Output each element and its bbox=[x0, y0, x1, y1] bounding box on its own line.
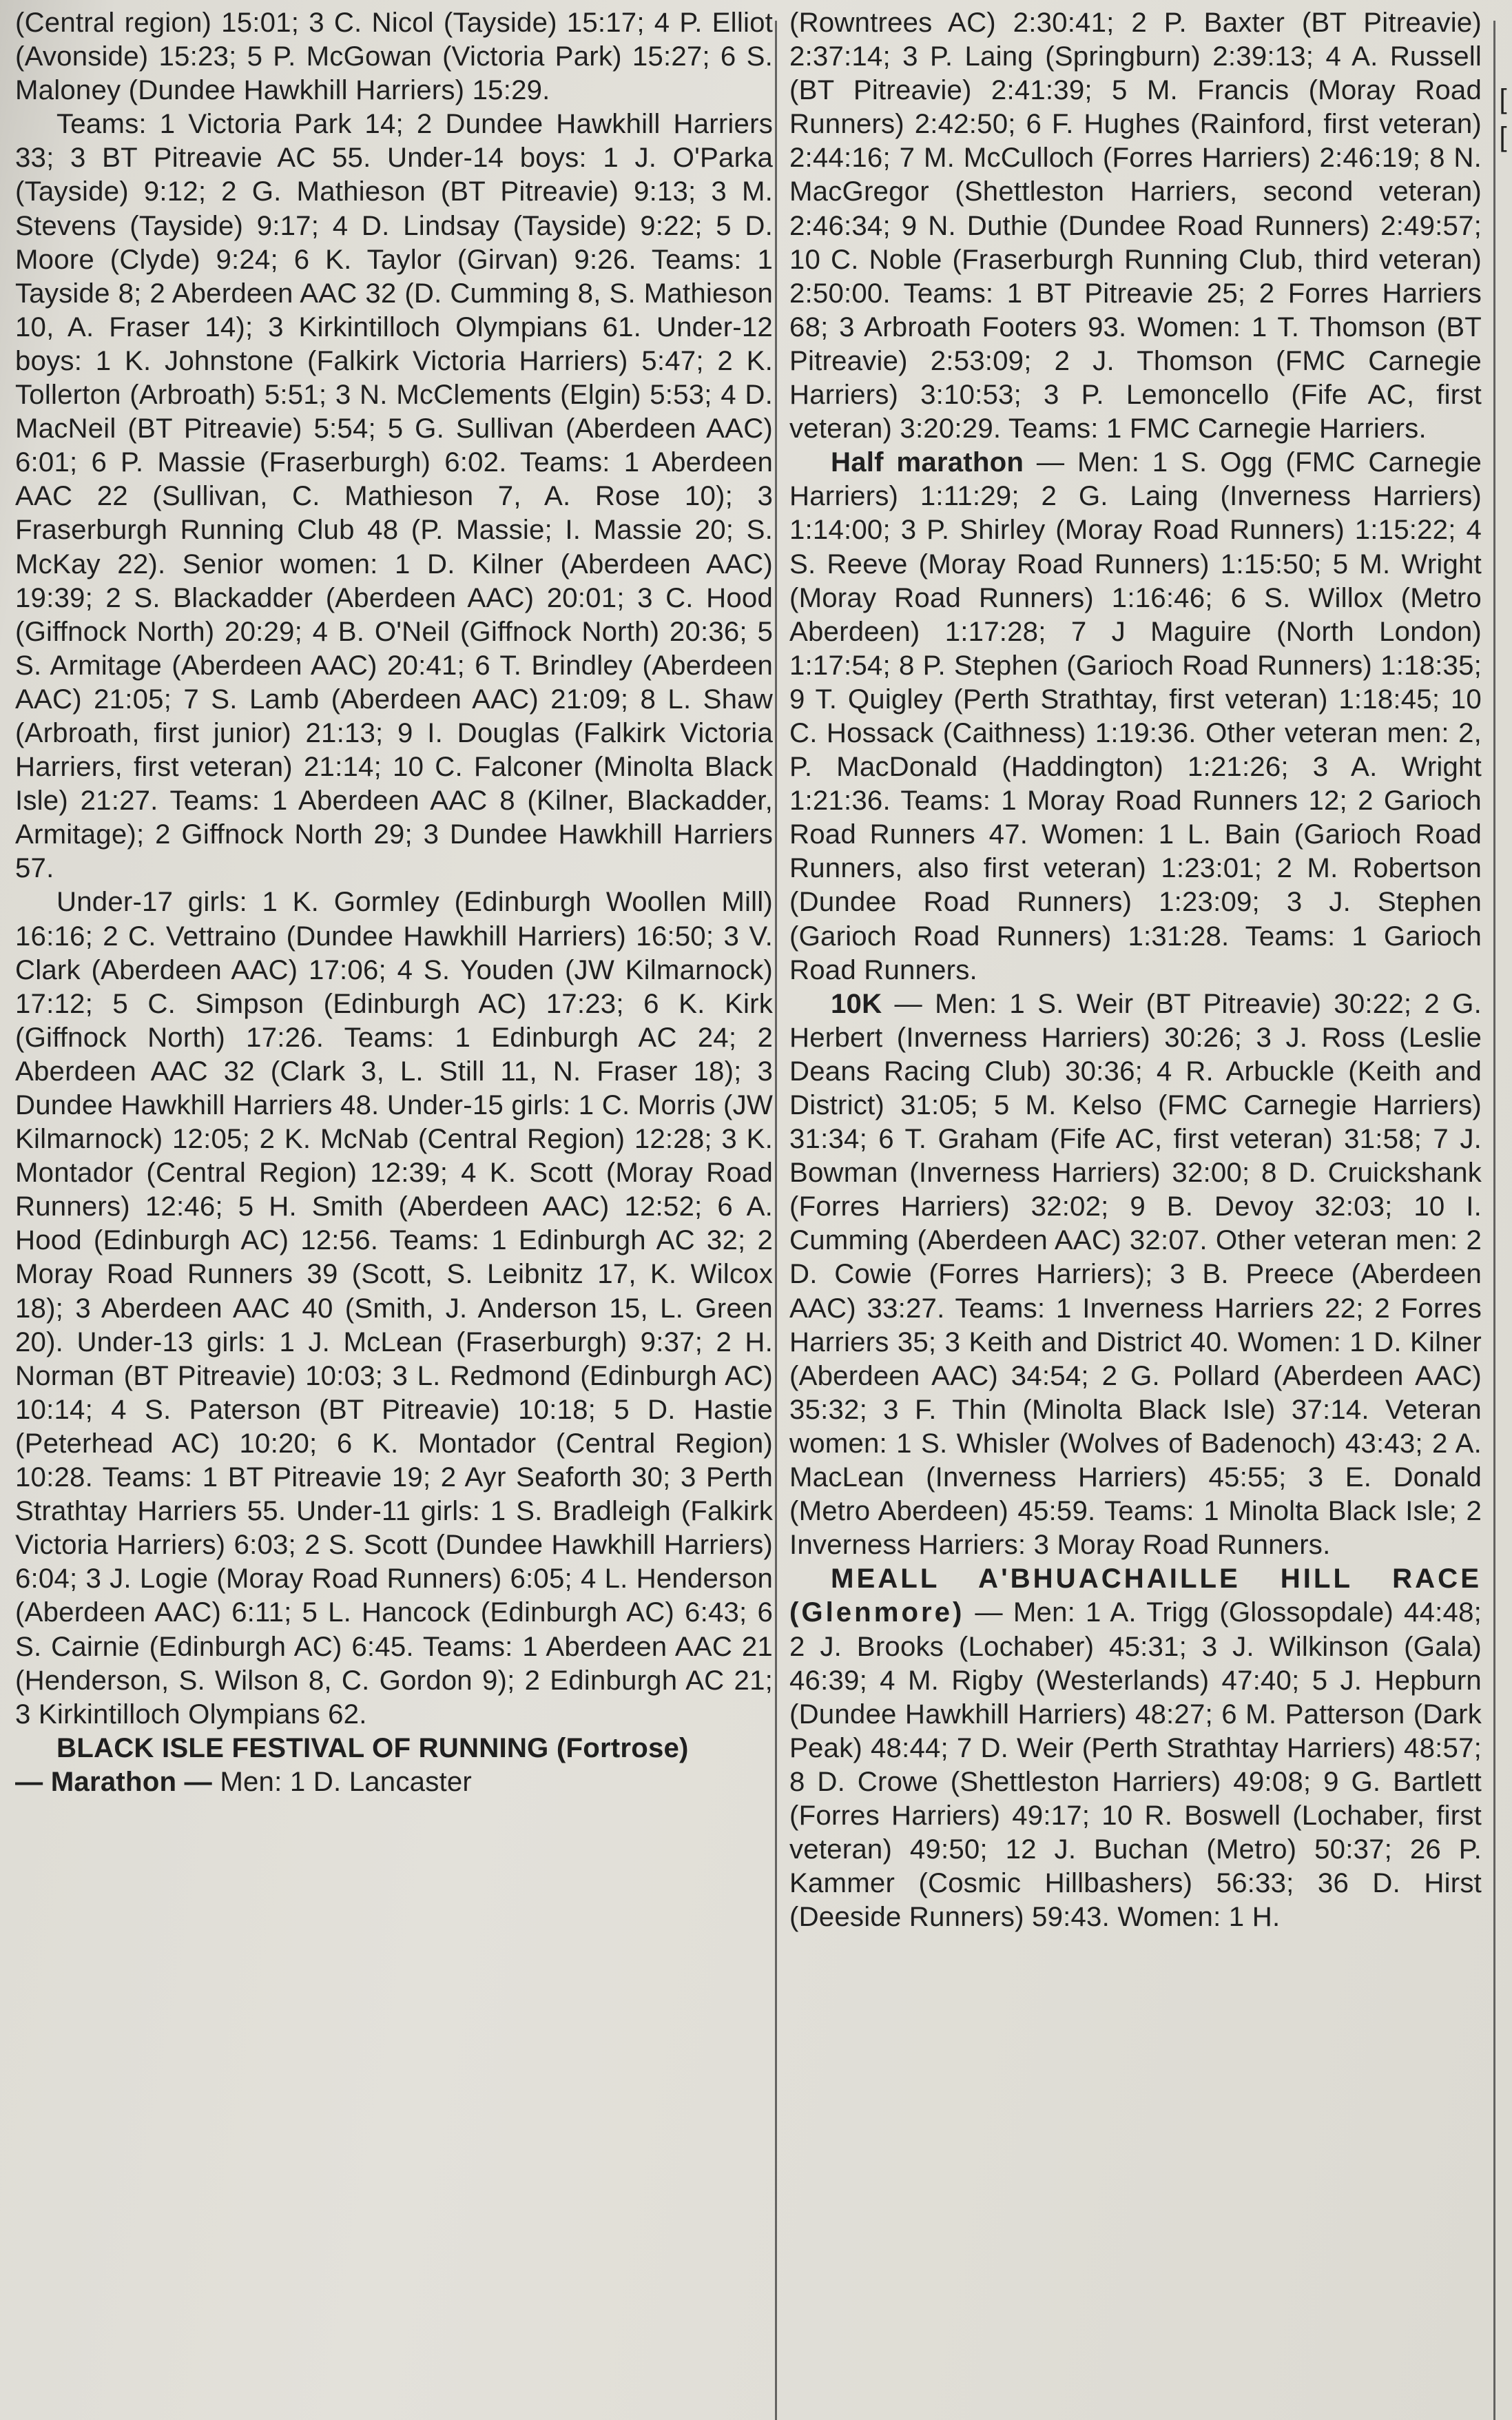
left-column bbox=[15, 6, 773, 2403]
black-isle-festival-heading: BLACK ISLE FESTIVAL OF RUNNING (Fortrose) bbox=[56, 1732, 689, 1763]
hill-race-results: — Men: 1 A. Trigg (Glossopdale) 44:48; 2 J. Brooks (Lochaber) 45:31; 3 J. Wilkinson (Gala) 46:39; 4 M. Rigby (Westerlands) 47:40; 5 J. Hepburn (Dundee Hawkhill Harriers) 48:27; 6 M. Patterson (Dark Peak) 48:44; 7 D. Weir (Perth Strathtay Harriers) 48:57; 8 D. Crowe (Shettleston Harriers) 49:08; 9 G. Bartlett (Forres Harriers) 49:17; 10 R. Boswell (Lochaber, first veteran) 49:50; 12 J. Buchan (Metro) 50:37; 26 P. Kammer (Cosmic Hillbashers) 56:33; 36 D. Hirst (Deeside Runners) 59:43. Women: 1 H. bbox=[789, 1597, 1482, 1933]
half-marathon-paragraph bbox=[789, 445, 1482, 987]
hill-race-paragraph bbox=[789, 1561, 1482, 1934]
teams-and-junior-results-paragraph: Teams: 1 Victoria Park 14; 2 Dundee Hawkhill Harriers 33; 3 BT Pitreavie AC 55. Under-14 boys: 1 J. O'Parka (Tayside) 9:12; 2 G. Mathieson (BT Pitreavie) 9:13; 3 M. Stevens (Tayside) 9:17; 4 D. Lindsay (Tayside) 9:22; 5 D. Moore (Clyde) 9:24; 6 K. Taylor (Girvan) 9:26. Teams: 1 Tayside 8; 2 Aberdeen AAC 32 (D. Cumming 8, S. Mathieson 10, A. Fraser 14); 3 Kirkintilloch Olympians 61. Under-12 boys: 1 K. Johnstone (Falkirk Victoria Harriers) 5:47; 2 K. Tollerton (Arbroath) 5:51; 3 N. McClements (Elgin) 5:53; 4 D. MacNeil (BT Pitreavie) 5:54; 5 G. Sullivan (Aberdeen AAC) 6:01; 6 P. Massie (Fraserburgh) 6:02. Teams: 1 Aberdeen AAC 22 (Sullivan, C. Mathieson 7, A. Rose 10); 3 Fraserburgh Running Club 48 (P. Massie; I. Massie 20; S. McKay 22). Senior women: 1 D. Kilner (Aberdeen AAC) 19:39; 2 S. Blackadder (Aberdeen AAC) 20:01; 3 C. Hood (Giffnock North) 20:29; 4 B. O'Neil (Giffnock North) 20:36; 5 S. Armitage (Aberdeen AAC) 20:41; 6 T. Brindley (Aberdeen AAC) 21:05; 7 S. Lamb (Aberdeen AAC) 21:09; 8 L. Shaw (Arbroath, first junior) 21:13; 9 I. Douglas (Falkirk Victoria Harriers, first veteran) 21:14; 10 C. Falconer (Minolta Black Isle) 21:27. Teams: 1 Aberdeen AAC 8 (Kilner, Blackadder, Armitage); 2 Giffnock North 29; 3 Dundee Hawkhill Harriers 57. bbox=[15, 108, 773, 884]
column-divider bbox=[775, 21, 777, 2420]
half-marathon-results: — Men: 1 S. Ogg (FMC Carnegie Harriers) 1:11:29; 2 G. Laing (Inverness Harriers) 1:14:00; 3 P. Shirley (Moray Road Runners) 1:15:22; 4 S. Reeve (Moray Road Runners) 1:15:50; 5 M. Wright (Moray Road Runners) 1:16:46; 6 S. Willox (Metro Aberdeen) 1:17:28; 7 J Maguire (North London) 1:17:54; 8 P. Stephen (Garioch Road Runners) 1:18:35; 9 T. Quigley (Perth Strathtay, first veteran) 1:18:45; 10 C. Hossack (Caithness) 1:19:36. Other veteran men: 2, P. MacDonald (Haddington) 1:21:26; 3 A. Wright 1:21:36. Teams: 1 Moray Road Runners 12; 2 Garioch Road Runners 47. Women: 1 L. Bain (Garioch Road Runners, also first veteran) 1:23:01; 2 M. Robertson (Dundee Road Runners) 1:23:09; 3 J. Stephen (Garioch Road Runners) 1:31:28. Teams: 1 Garioch Road Runners. bbox=[789, 447, 1482, 985]
girls-results-paragraph: Under-17 girls: 1 K. Gormley (Edinburgh Woollen Mill) 16:16; 2 C. Vettraino (Dundee Hawkhill Harriers) 16:50; 3 V. Clark (Aberdeen AAC) 17:06; 4 S. Youden (JW Kilmarnock) 17:12; 5 C. Simpson (Edinburgh AC) 17:23; 6 K. Kirk (Giffnock North) 17:26. Teams: 1 Edinburgh AC 24; 2 Aberdeen AAC 32 (Clark 3, L. Still 11, N. Fraser 18); 3 Dundee Hawkhill Harriers 48. Under-15 girls: 1 C. Morris (JW Kilmarnock) 12:05; 2 K. McNab (Central Region) 12:28; 3 K. Montador (Central Region) 12:39; 4 K. Scott (Moray Road Runners) 12:46; 5 H. Smith (Aberdeen AAC) 12:52; 6 A. Hood (Edinburgh AC) 12:56. Teams: 1 Edinburgh AC 32; 2 Moray Road Runners 39 (Scott, S. Leibnitz 17, K. Wilcox 18); 3 Aberdeen AAC 40 (Smith, J. Anderson 15, L. Green 20). Under-13 girls: 1 J. McLean (Fraserburgh) 9:37; 2 H. Norman (BT Pitreavie) 10:03; 3 L. Redmond (Edinburgh AC) 10:14; 4 S. Paterson (BT Pitreavie) 10:18; 5 D. Hastie (Peterhead AC) 10:20; 6 K. Montador (Central Region) 10:28. Teams: 1 BT Pitreavie 19; 2 Ayr Seaforth 30; 3 Perth Strathtay Harriers 55. Under-11 girls: 1 S. Bradleigh (Falkirk Victoria Harriers) 6:03; 2 S. Scott (Dundee Hawkhill Harriers) 6:04; 3 J. Logie (Moray Road Runners) 6:05; 4 L. Henderson (Aberdeen AAC) 6:11; 5 L. Hancock (Edinburgh AC) 6:43; 6 S. Cairnie (Edinburgh AC) 6:45. Teams: 1 Aberdeen AAC 21 (Henderson, S. Wilson 8, C. Gordon 9); 2 Edinburgh AC 21; 3 Kirkintilloch Olympians 62. bbox=[15, 886, 773, 1730]
marathon-results-start: Men: 1 D. Lancaster bbox=[220, 1765, 472, 1797]
edge-bracket-mark: [ bbox=[1499, 84, 1507, 114]
hill-race-heading: MEALL A'BHUACHAILLE HILL RACE (Glenmore) bbox=[789, 1563, 1482, 1628]
right-column bbox=[789, 6, 1482, 2403]
marathon-results-continued: (Rowntrees AC) 2:30:41; 2 P. Baxter (BT Pitreavie) 2:37:14; 3 P. Laing (Springburn) 2:39:13; 4 A. Russell (BT Pitreavie) 2:41:39; 5 M. Francis (Moray Road Runners) 2:42:50; 6 F. Hughes (Rainford, first veteran) 2:44:16; 7 M. McCulloch (Forres Harriers) 2:46:19; 8 N. MacGregor (Shettleston Harriers, second veteran) 2:46:34; 9 N. Duthie (Dundee Road Runners) 2:49:57; 10 C. Noble (Fraserburgh Running Club, third veteran) 2:50:00. Teams: 1 BT Pitreavie 25; 2 Forres Harriers 68; 3 Arbroath Footers 93. Women: 1 T. Thomson (BT Pitreavie) 2:53:09; 2 J. Thomson (FMC Carnegie Harriers) 3:10:53; 3 P. Lemoncello (Fife AC, first veteran) 3:20:29. Teams: 1 FMC Carnegie Harriers. bbox=[789, 7, 1482, 444]
edge-bracket-mark-2: [ bbox=[1499, 122, 1507, 152]
marathon-subheading: — Marathon — bbox=[15, 1765, 212, 1797]
10k-results: — Men: 1 S. Weir (BT Pitreavie) 30:22; 2 G. Herbert (Inverness Harriers) 30:26; 3 J. Ross (Leslie Deans Racing Club) 30:36; 4 R. Arbuckle (Keith and District) 31:05; 5 M. Kelso (FMC Carnegie Harriers) 31:34; 6 T. Graham (Fife AC, first veteran) 31:58; 7 J. Bowman (Inverness Harriers) 32:00; 8 D. Cruickshank (Forres Harriers) 32:02; 9 B. Devoy 32:03; 10 I. Cumming (Aberdeen AAC) 32:07. Other veteran men: 2 D. Cowie (Forres Harriers); 3 B. Preece (Aberdeen AAC) 33:27. Teams: 1 Inverness Harriers 22; 2 Forres Harriers 35; 3 Keith and District 40. Women: 1 D. Kilner (Aberdeen AAC) 34:54; 2 G. Pollard (Aberdeen AAC) 35:32; 3 F. Thin (Minolta Black Isle) 37:14. Veteran women: 1 S. Whisler (Wolves of Badenoch) 43:43; 2 A. MacLean (Inverness Harriers) 45:55; 3 E. Donald (Metro Aberdeen) 45:59. Teams: 1 Minolta Black Isle; 2 Inverness Harriers: 3 Moray Road Runners. bbox=[789, 987, 1482, 1561]
right-edge-divider bbox=[1493, 21, 1495, 2420]
black-isle-festival-paragraph bbox=[15, 1731, 773, 1798]
results-continued-paragraph: (Central region) 15:01; 3 C. Nicol (Tayside) 15:17; 4 P. Elliot (Avonside) 15:23; 5 P. McGowan (Victoria Park) 15:27; 6 S. Maloney (Dundee Hawkhill Harriers) 15:29. bbox=[15, 7, 773, 106]
10k-heading: 10K bbox=[831, 987, 882, 1019]
10k-paragraph bbox=[789, 987, 1482, 1562]
half-marathon-heading: Half marathon bbox=[831, 447, 1024, 478]
